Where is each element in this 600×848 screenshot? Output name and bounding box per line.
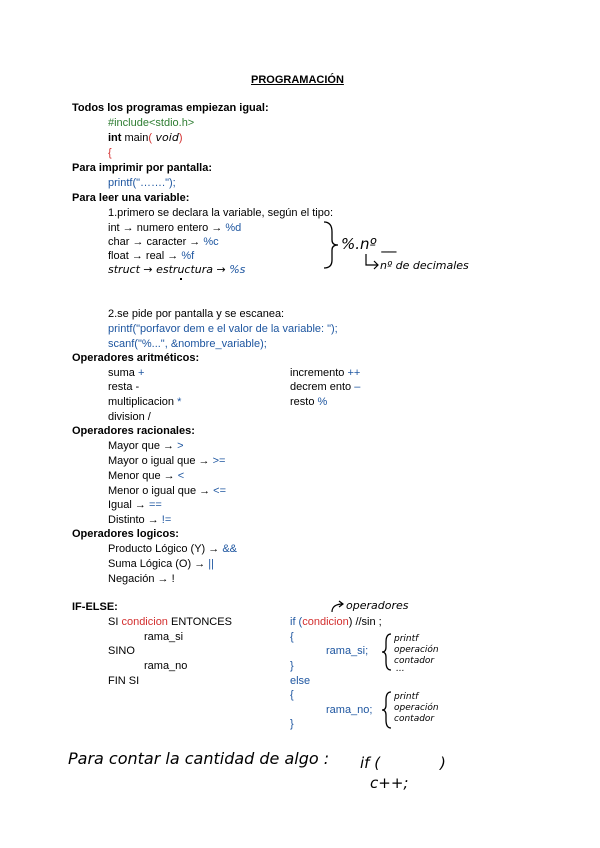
heading-arithmetic: Operadores aritméticos:: [72, 352, 200, 364]
note-count-something: Para contar la cantidad de algo :: [68, 749, 330, 768]
arith-row: [108, 380, 139, 394]
format-specifier: %d: [225, 222, 242, 234]
arith-row: [290, 380, 360, 394]
log-label: Producto Lógico (Y) →: [108, 543, 223, 555]
type-label: struct → estructura →: [108, 263, 230, 276]
arith-label: resto: [290, 396, 318, 408]
arith-label: incremento: [290, 367, 348, 379]
arith-operator: *: [177, 396, 182, 408]
arith-label: multiplicacion: [108, 396, 178, 408]
note-list-1-item: contador: [394, 656, 435, 666]
type-label: float → real →: [108, 250, 182, 262]
arith-row: [108, 366, 144, 380]
log-operator: &&: [222, 543, 238, 555]
pseudo-si-line: [108, 615, 232, 629]
code-rama-si: rama_si;: [326, 645, 369, 657]
heading-all-programs: Todos los programas empiezan igual:: [72, 102, 269, 114]
arith-row: [108, 395, 181, 409]
printf-line: printf("porfavor dem e el valor de la variable: ");: [108, 323, 338, 335]
main-paren-close: ): [178, 132, 183, 144]
include-line: #include<stdio.h>: [108, 117, 195, 129]
rel-label: Menor o igual que →: [108, 485, 214, 497]
note-format-precision: %.nº __: [341, 235, 397, 253]
heading-read-variable: Para leer una variable:: [72, 192, 190, 204]
pseudo-rama-no: rama_no: [144, 660, 188, 672]
rel-operator: >=: [212, 455, 226, 467]
note-increment: c++;: [370, 774, 409, 792]
code-brace-close-else: }: [290, 718, 294, 730]
code-condicion: condicion: [302, 616, 349, 628]
arith-label: resta -: [108, 381, 140, 393]
code-brace-close: }: [290, 660, 294, 672]
curly-brace-list-1: [381, 632, 393, 672]
main-int-keyword: int: [108, 132, 122, 144]
pseudo-sino: SINO: [108, 645, 135, 657]
format-specifier: %s: [229, 263, 246, 276]
main-brace-open: {: [108, 147, 112, 159]
heading-logical: Operadores logicos:: [72, 528, 179, 540]
log-row: [108, 572, 175, 586]
step-2-text: 2.se pide por pantalla y se escanea:: [108, 308, 285, 320]
rel-row: [108, 439, 184, 453]
arith-operator: +: [137, 367, 145, 379]
log-label: Suma Lógica (O) →: [108, 558, 209, 570]
log-row: [108, 557, 214, 571]
type-label: char → caracter →: [108, 236, 204, 248]
rel-row: [108, 513, 171, 527]
rel-operator: <: [177, 470, 185, 482]
step-1-text: 1.primero se declara la variable, según el tipo:: [108, 207, 334, 219]
rel-operator: >: [177, 440, 184, 452]
rel-label: Menor que →: [108, 470, 178, 482]
heading-print: Para imprimir por pantalla:: [72, 162, 212, 174]
rel-label: Mayor que →: [108, 440, 178, 452]
curly-brace-list-2: [381, 690, 393, 730]
arith-row: [290, 395, 327, 409]
code-else-keyword: else: [290, 675, 311, 687]
arrow-right-icon: [330, 599, 346, 613]
heading-if-else: IF-ELSE:: [72, 601, 118, 613]
note-list-2-item: printf: [394, 692, 419, 702]
main-paren-open: (: [148, 132, 153, 144]
code-if-rest: ) //sin ;: [348, 616, 382, 628]
format-specifier: %c: [203, 236, 219, 248]
arith-operator: –: [354, 381, 361, 393]
note-list-2-item: operación: [394, 703, 439, 713]
log-label: Negación → !: [108, 573, 175, 585]
arith-label: decrem ento: [290, 381, 355, 393]
note-list-1-ellipsis: ...: [396, 664, 405, 674]
main-line: [108, 131, 182, 145]
rel-row: [108, 454, 225, 468]
arith-label: suma: [108, 367, 138, 379]
rel-row: [108, 498, 162, 512]
log-row: [108, 542, 237, 556]
rel-operator: !=: [161, 514, 172, 526]
arith-row: [108, 410, 151, 424]
page-title: PROGRAMACIÓN: [251, 74, 344, 86]
pseudo-rama-si: rama_si: [144, 631, 184, 643]
main-function-name: main: [121, 132, 149, 144]
arith-row: [290, 366, 360, 380]
arith-label: division /: [108, 411, 151, 423]
note-decimals: nº de decimales: [380, 259, 469, 272]
rel-row: [108, 469, 184, 483]
arith-operator: ++: [347, 367, 361, 379]
pseudo-si: SI: [108, 616, 122, 628]
arith-operator: %: [317, 396, 328, 408]
type-row-int: [108, 221, 241, 235]
note-if-open: if (: [360, 754, 381, 772]
note-list-2-item: contador: [394, 714, 435, 724]
code-rama-no: rama_no;: [326, 704, 373, 716]
code-brace-open: {: [290, 631, 294, 643]
printf-example: printf("…….");: [108, 177, 176, 189]
note-operadores: operadores: [346, 599, 409, 612]
rel-operator: ==: [148, 499, 162, 511]
pseudo-entonces: ENTONCES: [167, 616, 232, 628]
rel-label: Mayor o igual que →: [108, 455, 213, 467]
note-list-1-item: printf: [394, 634, 419, 644]
pseudo-condicion: condicion: [121, 616, 168, 628]
pseudo-fin-si: FIN SI: [108, 675, 140, 687]
format-specifier: %f: [181, 250, 195, 262]
rel-label: Igual →: [108, 499, 149, 511]
rel-operator: <=: [213, 485, 227, 497]
scanf-line: scanf("%...", &nombre_variable);: [108, 338, 267, 350]
log-operator: ||: [208, 558, 214, 570]
curly-brace-types: [320, 220, 340, 270]
type-row-float: [108, 249, 194, 263]
type-row-struct: [108, 263, 245, 277]
type-row-char: [108, 235, 219, 249]
note-if-close: ): [440, 754, 446, 772]
heading-relational: Operadores racionales:: [72, 425, 195, 437]
code-if-keyword: if (: [290, 616, 303, 628]
note-list-1-item: operación: [394, 645, 439, 655]
rel-label: Distinto →: [108, 514, 162, 526]
stray-dot: [180, 278, 182, 280]
code-if-line: [290, 615, 382, 629]
rel-row: [108, 484, 226, 498]
type-label: int → numero entero →: [108, 222, 226, 234]
main-void: void: [152, 131, 179, 144]
code-brace-open-else: {: [290, 689, 294, 701]
